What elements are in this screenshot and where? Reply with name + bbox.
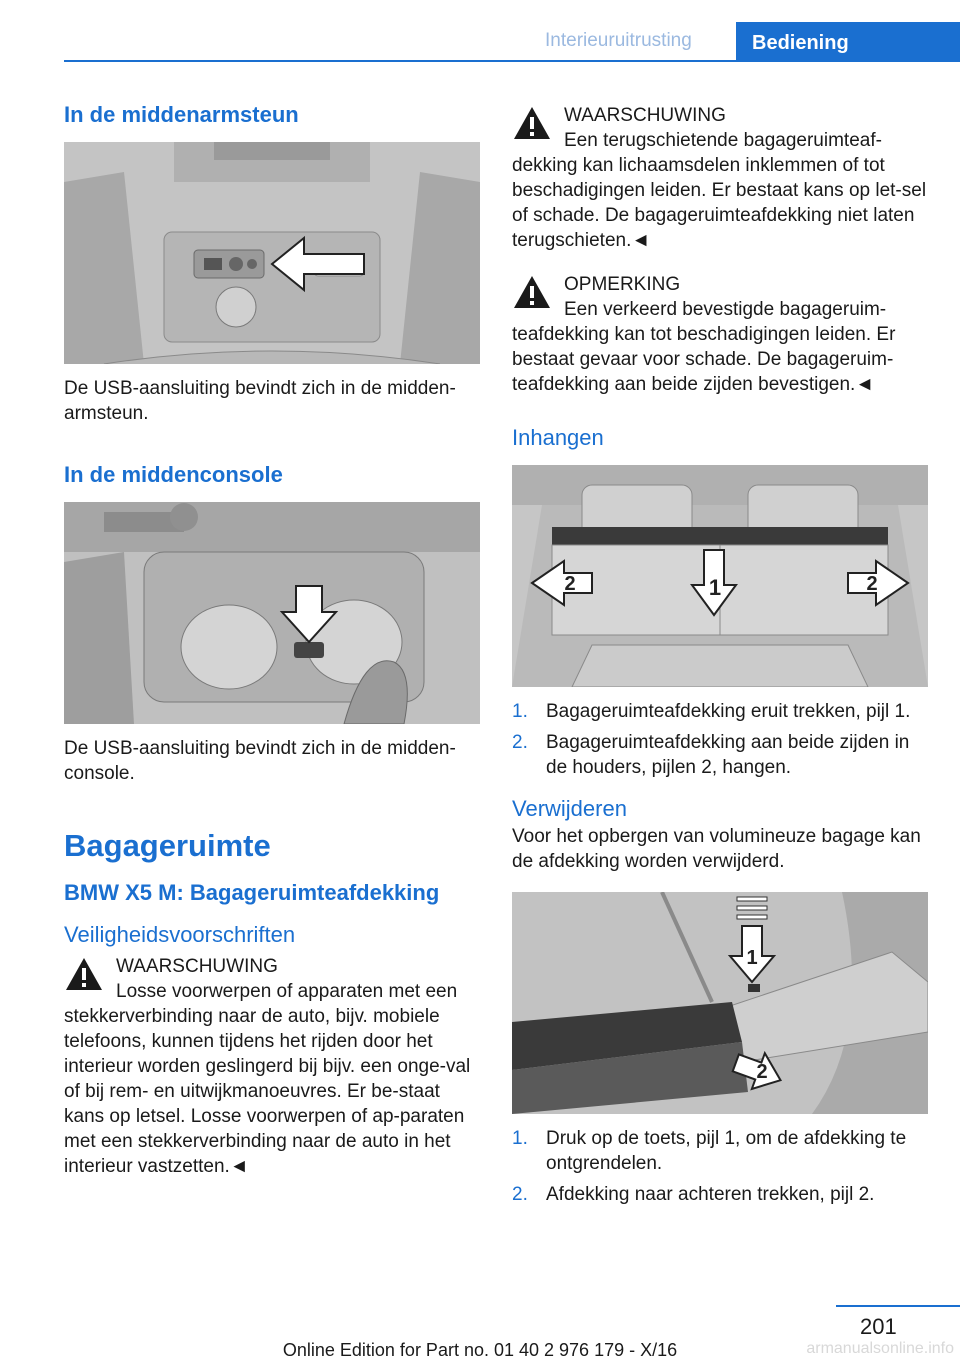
header-section: Interieuruitrusting bbox=[545, 30, 692, 51]
warning-body: dekking kan lichaamsdelen inklemmen of tot beschadigingen leiden. Er bestaat kans op let-sel of schade. De bagageruimteafdekking niet laten terugschieten.◄ bbox=[512, 155, 927, 251]
heading-console: In de middenconsole bbox=[64, 462, 283, 487]
step-number: 2. bbox=[512, 732, 528, 753]
heading-armrest: In de middenarmsteun bbox=[64, 102, 299, 127]
step-text: Druk op de toets, pijl 1, om de afdekking te ontgrendelen. bbox=[546, 1128, 907, 1174]
left-column bbox=[64, 100, 480, 1179]
step-number: 1. bbox=[512, 701, 528, 722]
step-number: 1. bbox=[512, 1128, 528, 1149]
figure-cargo-remove bbox=[512, 892, 928, 1114]
figure-label-1: 1 bbox=[746, 947, 758, 969]
figure-console-usb bbox=[64, 502, 480, 724]
step-number: 2. bbox=[512, 1184, 528, 1205]
text-console: De USB-aansluiting bevindt zich in de midden-console. bbox=[64, 738, 456, 784]
step-text: Afdekking naar achteren trekken, pijl 2. bbox=[546, 1184, 875, 1205]
warning-body-first: Een terugschietende bagageruimteaf- bbox=[564, 130, 882, 151]
note-body-first: Een verkeerd bevestigde bagageruim- bbox=[564, 299, 887, 320]
footer-rule bbox=[836, 1305, 960, 1307]
figure-label-2-left: 2 bbox=[564, 573, 576, 595]
watermark: armanualsonline.info bbox=[806, 1340, 954, 1357]
note-body: teafdekking kan tot beschadigingen leiden. Er bestaat gevaar voor schade. De bagageruim-teafdekking aan beide zijden bevestigen.◄ bbox=[512, 324, 896, 395]
heading-safety: Veiligheidsvoorschriften bbox=[64, 922, 296, 947]
page-number: 201 bbox=[860, 1314, 897, 1339]
warning-triangle-icon bbox=[64, 956, 104, 992]
warning-body-first: Losse voorwerpen of apparaten met een bbox=[116, 981, 458, 1002]
warning-block-right bbox=[512, 103, 928, 253]
text-remove: Voor het opbergen van volumineuze bagage kan de afdekking worden verwijderd. bbox=[512, 826, 921, 872]
heading-hang: Inhangen bbox=[512, 425, 604, 450]
edition-line: Online Edition for Part no. 01 40 2 976 179 - X/16 bbox=[282, 1340, 678, 1360]
warning-title: WAARSCHUWING bbox=[564, 105, 726, 126]
step-text: Bagageruimteafdekking aan beide zijden in de houders, pijlen 2, hangen. bbox=[546, 732, 910, 778]
header-tab: Bediening bbox=[736, 22, 960, 62]
right-column bbox=[512, 103, 928, 1207]
figure-cargo-hang bbox=[512, 465, 928, 687]
warning-body: stekkerverbinding naar de auto, bijv. mobiele telefoons, kunnen tijdens het rijden door het interieur worden geslingerd bij bijv. een onge-val of bij rem- en uitwijkmanoeuvres. Er be-staat kans op letsel. Losse voorwerpen of ap-paraten met een stekkerverbinding naar de auto in het interieur vastzetten.◄ bbox=[64, 1006, 471, 1177]
text-armrest: De USB-aansluiting bevindt zich in de midden-armsteun. bbox=[64, 378, 456, 424]
figure-armrest-usb bbox=[64, 142, 480, 364]
list-item bbox=[512, 1126, 928, 1176]
heading-remove: Verwijderen bbox=[512, 796, 627, 821]
note-title: OPMERKING bbox=[564, 274, 681, 295]
warning-triangle-icon bbox=[512, 105, 552, 141]
warning-title: WAARSCHUWING bbox=[116, 956, 278, 977]
heading-cargo: Bagageruimte bbox=[64, 828, 271, 863]
heading-cover: BMW X5 M: Bagageruimteafdekking bbox=[64, 880, 440, 905]
list-item bbox=[512, 730, 928, 780]
note-block bbox=[512, 272, 928, 397]
figure-label-1: 1 bbox=[708, 575, 722, 600]
remove-steps bbox=[512, 1126, 928, 1207]
step-text: Bagageruimteafdekking eruit trekken, pijl 1. bbox=[546, 701, 911, 722]
figure-label-2-right: 2 bbox=[866, 573, 878, 595]
note-triangle-icon bbox=[512, 274, 552, 310]
list-item bbox=[512, 1182, 928, 1207]
hang-steps bbox=[512, 699, 928, 780]
list-item bbox=[512, 699, 928, 724]
figure-label-2: 2 bbox=[756, 1061, 768, 1083]
warning-block-left bbox=[64, 954, 480, 1179]
